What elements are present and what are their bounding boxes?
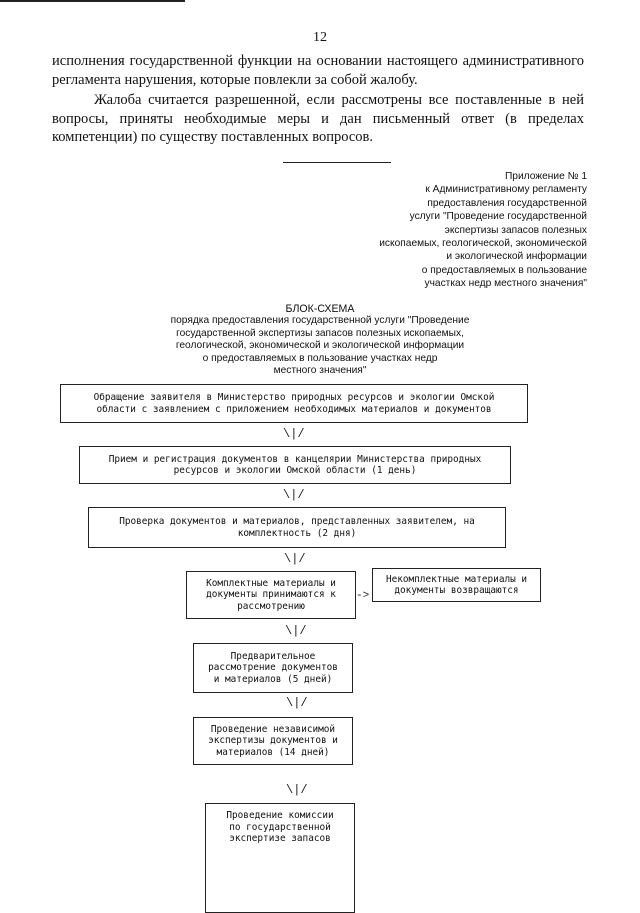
flow-step-incomplete-returned [372, 568, 541, 602]
flowchart-title: БЛОК-СХЕМА [285, 303, 355, 315]
flowchart-subtitle-line: порядка предоставления государственной услуги "Проведение [170, 315, 470, 327]
flow-step-preliminary-review [193, 643, 353, 693]
appendix-line: Приложение № 1 [504, 171, 587, 182]
flow-step-commission [205, 803, 355, 913]
page-number: 12 [313, 30, 327, 45]
flow-arrow: \|/ [286, 696, 308, 710]
flow-arrow: \|/ [283, 427, 305, 441]
flow-arrow: \|/ [286, 783, 308, 797]
flow-step-line: рассмотрение документов [208, 662, 338, 674]
flow-step-complete-accepted [186, 571, 356, 619]
flowchart-title-block [150, 303, 490, 377]
appendix-line: ископаемых, геологической, экономической [379, 238, 587, 250]
appendix-header [327, 170, 587, 291]
top-edge-line [0, 0, 185, 2]
flow-step-line: Проверка документов и материалов, представленных заявителем, на [119, 516, 475, 527]
flow-step-line: Комплектные материалы и [206, 577, 336, 589]
flow-step-line: Предварительное [230, 650, 316, 662]
flow-step-line: документы возвращаются [394, 585, 519, 596]
flow-step-line: Проведение независимой [210, 723, 336, 735]
flow-arrow: \|/ [283, 488, 305, 502]
flowchart-subtitle-line: о предоставляемых в пользование участках недр [202, 352, 438, 364]
flow-step-line: Проведение комиссии [226, 810, 334, 821]
flow-step-line: ресурсов и экологии Омской области (1 день) [173, 465, 417, 476]
flow-step-line: экспертизы документов и [208, 735, 338, 747]
flow-step-line: по государственной [229, 821, 331, 833]
flow-step-line: документы принимаются к [206, 589, 336, 601]
flow-arrow: \|/ [284, 552, 306, 566]
flow-step-completeness-check [88, 507, 506, 548]
appendix-line: к Административному регламенту [425, 184, 587, 196]
flow-step-line: комплектность (2 дня) [237, 527, 357, 539]
paragraph-2: Жалоба считается разрешенной, если рассмотрены все поставленные в ней вопросы, приняты необходимые меры и дан письменный ответ (в пределах компетенции) по существу поставленных вопросов. [52, 92, 584, 145]
flowchart-subtitle-line: местного значения" [273, 365, 367, 377]
appendix-line: услуги "Проведение государственной [409, 211, 587, 223]
appendix-line: о предоставляемых в пользование [421, 264, 587, 276]
paragraph-1: исполнения государственной функции на основании настоящего административного регламента нарушения, которые повлекли за собой жалобу. [52, 53, 584, 88]
body-text [52, 52, 584, 147]
appendix-line: предоставления государственной [427, 197, 587, 209]
flowchart-subtitle-line: государственной экспертизы запасов полезных ископаемых, [176, 327, 464, 339]
flow-step-line: Прием и регистрация документов в канцелярии Министерства природных [108, 453, 482, 465]
flow-step-independent-expertise [193, 717, 353, 765]
flowchart-subtitle-line: геологической, экономической и экологической информации [175, 340, 465, 352]
appendix-line: участках недр местного значения" [424, 278, 587, 290]
flow-step-line: Обращение заявителя в Министерство природных ресурсов и экологии Омской [93, 392, 495, 403]
flow-step-line: Некомплектные материалы и [385, 573, 528, 585]
flow-side-arrow: -> [356, 590, 370, 602]
appendix-line: экспертизы запасов полезных [444, 224, 587, 236]
flow-step-registration [79, 446, 511, 484]
flow-step-line: экспертизе запасов [229, 833, 331, 844]
separator-line [283, 162, 391, 163]
flow-step-application [60, 384, 528, 423]
flow-step-line: материалов (14 дней) [216, 746, 330, 758]
flow-arrow: \|/ [285, 624, 307, 638]
flow-step-line: рассмотрению [237, 600, 305, 612]
appendix-line: и экологической информации [446, 251, 587, 263]
flow-step-line: и материалов (5 дней) [213, 673, 333, 685]
flow-step-line: области с заявлением с приложением необходимых материалов и документов [96, 403, 492, 415]
